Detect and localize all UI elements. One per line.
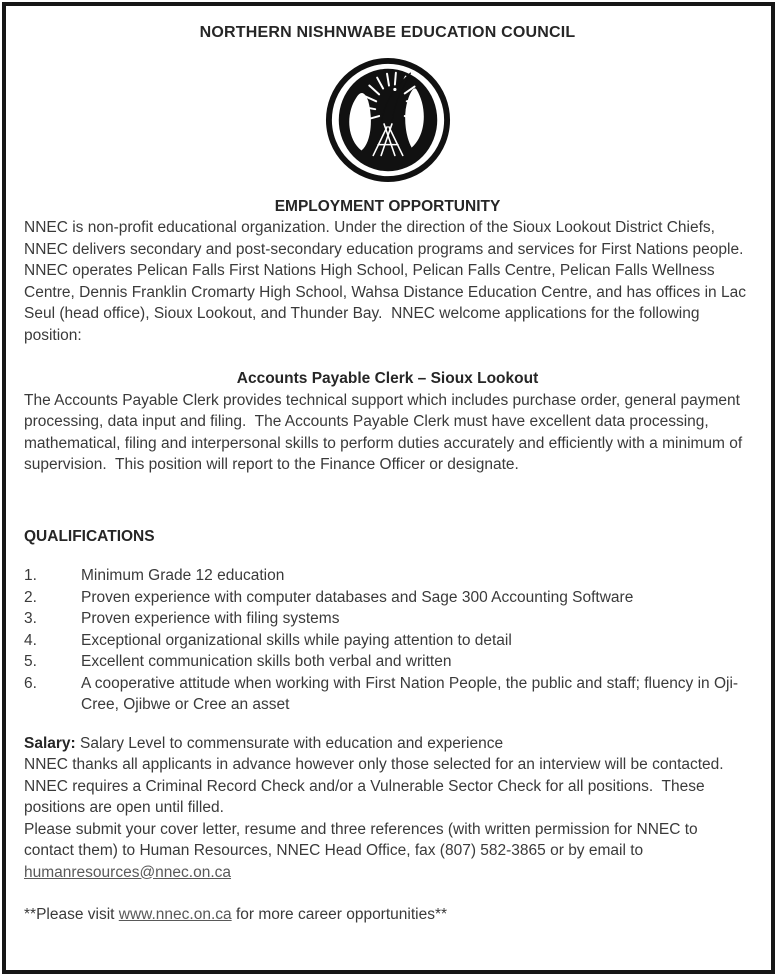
email-link[interactable]: humanresources@nnec.on.ca [24, 863, 232, 881]
nnec-bird-logo-icon [324, 56, 452, 184]
submission-text: Please submit your cover letter, resume and three references (with written permission for NNEC to contact them) to Human Resources, NNEC Head Office, fax (807) 582-3865 or by email to [24, 820, 702, 859]
website-link[interactable]: www.nnec.on.ca [118, 906, 232, 923]
salary-text: Salary Level to commensurate with education and experience [80, 734, 504, 752]
qualification-item [24, 565, 751, 587]
footer-prefix: **Please visit [24, 906, 119, 923]
position-title: Accounts Payable Clerk – Sioux Lookout [236, 370, 539, 387]
logo-container [24, 56, 751, 184]
intro-paragraph: NNEC is non-profit educational organization. Under the direction of the Sioux Lookout District Chiefs, NNEC delivers secondary and post-secondary education programs and services for First Nations people. NNEC operates Pelican Falls First Nations High School, Pelican Falls Centre, Pelican Falls Wellness Centre, Dennis Franklin Cromarty High School, Wahsa Distance Education Centre, and has offices in Lac Seul (head office), Sioux Lookout, and Thunder Bay. NNEC welcome applications for the following position: [24, 219, 751, 344]
position-description: The Accounts Payable Clerk provides technical support which includes purchase order, general payment processing, data input and filing. The Accounts Payable Clerk must have excellent data processing, mathematical, filing and interpersonal skills to perform duties accurately and efficiently with a minimum of supervision. This position will report to the Finance Officer or designate. [24, 391, 747, 473]
organization-title: NORTHERN NISHNWABE EDUCATION COUNCIL [199, 24, 576, 41]
qualification-number: 6. [24, 674, 37, 692]
qualifications-heading: QUALIFICATIONS [24, 527, 155, 545]
qualification-text: Minimum Grade 12 education [81, 567, 285, 584]
qualification-number: 5. [24, 653, 37, 670]
footer-note [24, 904, 751, 926]
qualification-item [24, 651, 751, 673]
qualification-number: 2. [24, 588, 37, 606]
qualification-text: Exceptional organizational skills while paying attention to detail [81, 631, 512, 649]
qualification-number: 4. [24, 631, 37, 649]
submission-paragraph [24, 819, 751, 884]
footer-suffix: for more career opportunities** [231, 906, 448, 923]
qualification-number: 3. [24, 610, 37, 627]
qualification-text: Excellent communication skills both verbal and written [81, 653, 452, 670]
salary-line [24, 733, 751, 755]
employment-opportunity-heading: EMPLOYMENT OPPORTUNITY [274, 197, 501, 215]
document-content [6, 6, 771, 926]
closing-paragraph: NNEC thanks all applicants in advance however only those selected for an interview will be contacted. NNEC requires a Criminal Record Check and/or a Vulnerable Sector Check for all positions. These positions are open until filled. [24, 756, 728, 816]
qualification-text: Proven experience with computer databases and Sage 300 Accounting Software [81, 588, 634, 606]
qualifications-list [24, 565, 751, 716]
qualification-text: Proven experience with filing systems [81, 610, 340, 627]
qualification-item [24, 673, 751, 716]
qualification-item [24, 630, 751, 652]
qualification-item [24, 608, 751, 630]
qualification-item [24, 587, 751, 609]
salary-label: Salary: [24, 734, 76, 752]
job-posting-document [2, 2, 775, 974]
qualification-text: A cooperative attitude when working with First Nation People, the public and staff; fluency in Oji-Cree, Ojibwe or Cree an asset [81, 674, 739, 713]
qualification-number: 1. [24, 567, 37, 584]
